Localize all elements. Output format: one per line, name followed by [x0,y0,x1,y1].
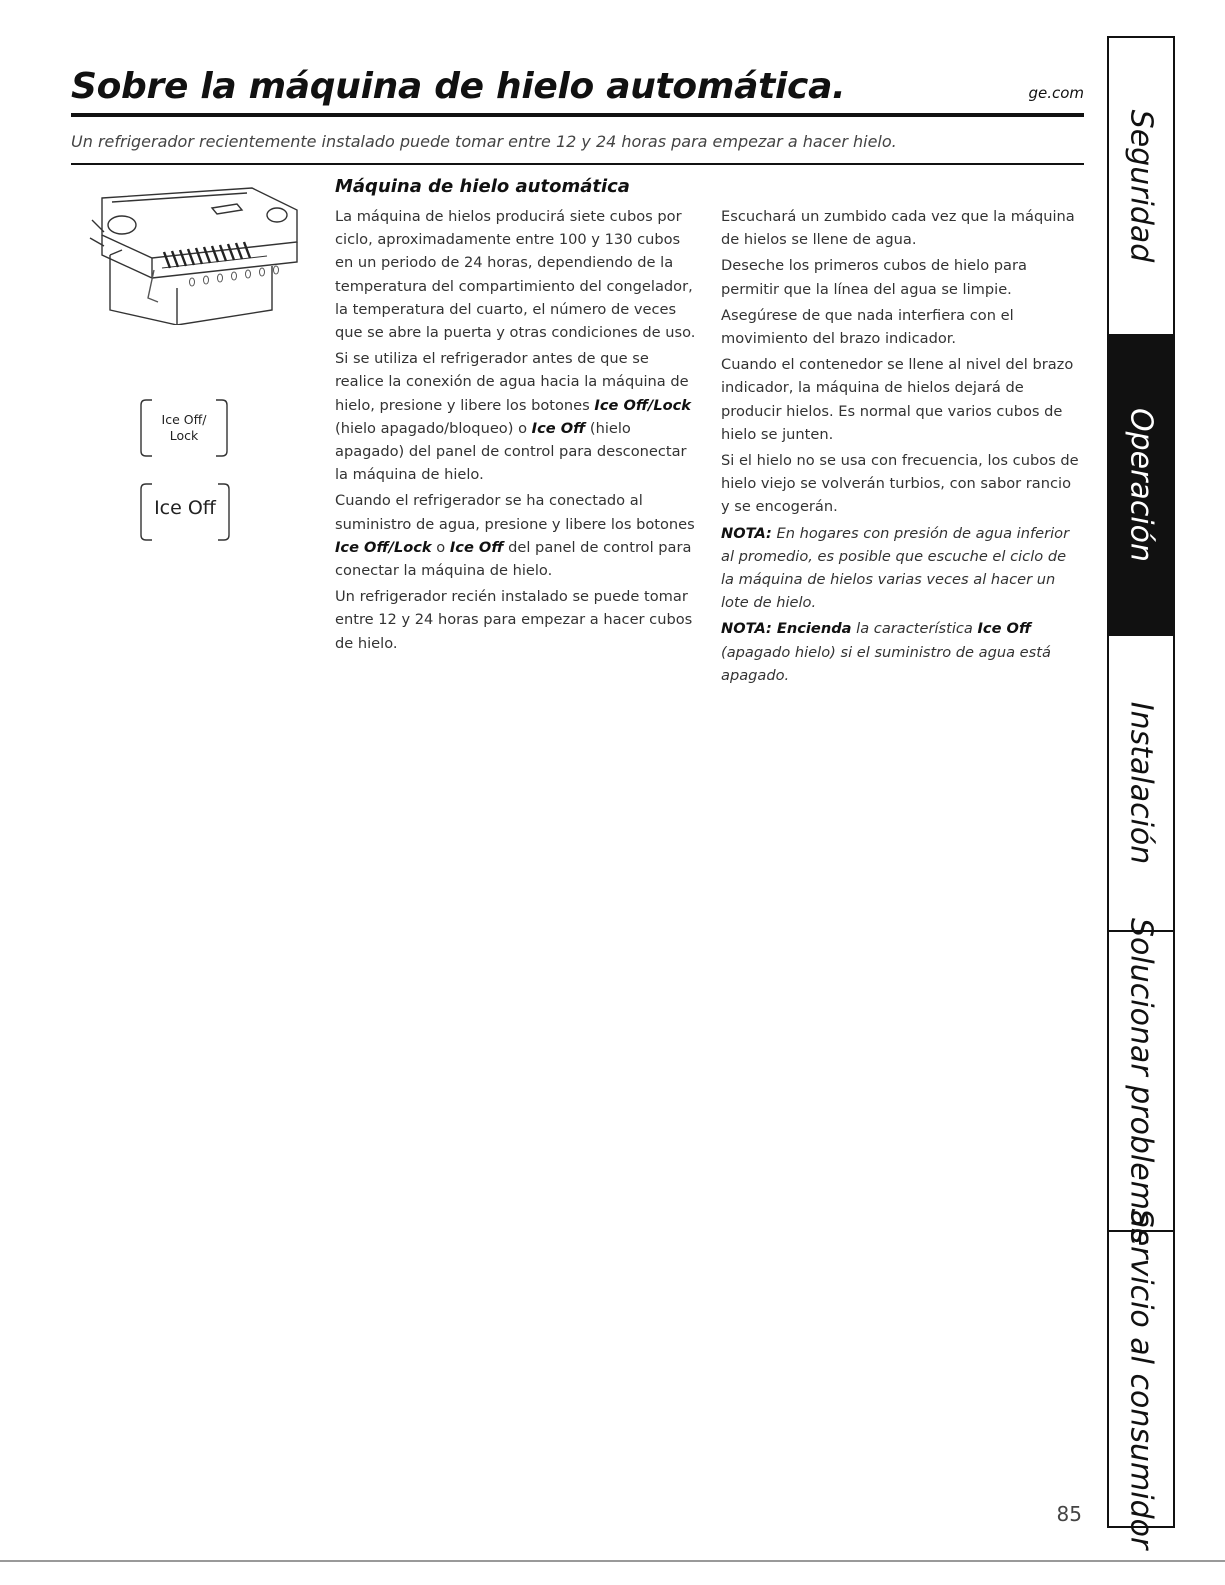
page-title: Sobre la máquina de hielo automática. [71,66,846,107]
column-right [721,205,1081,690]
note: NOTA: Encienda la característica Ice Off (apagado hielo) si el suministro de agua está apagado. [721,620,1051,684]
paragraph: Cuando el refrigerador se ha conectado al suministro de agua, presione y libere los botones Ice Off/Lock o Ice Off del panel de control para conectar la máquina de hielo. [335,492,695,580]
paragraph: Cuando el contenedor se llene al nivel del brazo indicador, la máquina de hielos dejará de producir hielos. Es normal que varios cubos de hielo se junten. [721,356,1074,443]
tab-instalacion[interactable]: Instalación [1109,636,1173,932]
page-number: 85 [1056,1502,1082,1526]
paragraph: Escuchará un zumbido cada vez que la máquina de hielos se llene de agua. [721,208,1075,249]
tab-operacion[interactable]: Operación [1109,336,1173,636]
subtitle-rule [71,163,1084,165]
bottom-rule [0,1560,1225,1562]
paragraph: Asegúrese de que nada interfiera con el movimiento del brazo indicador. [721,306,1014,348]
ice-off-lock-label-line-2: Lock [169,428,199,443]
section-tabs [1107,36,1175,1550]
paragraph: La máquina de hielos producirá siete cubos por ciclo, aproximadamente entre 100 y 130 cubos en un periodo de 24 horas, dependiendo de la temperatura del compartimiento del congelador, la temperatura del cuarto, el número de veces que se abre la puerta y otras condiciones de uso. [335,208,696,342]
ice-off-lock-label-line-1: Ice Off/ [161,412,207,427]
title-rule [71,113,1084,117]
page-subtitle: Un refrigerador recientemente instalado puede tomar entre 12 y 24 horas para empezar a hacer hielo. [71,132,897,151]
column-left [335,205,700,658]
note: NOTA: En hogares con presión de agua inferior al promedio, es posible que escuche el ciclo de la máquina de hielos varias veces al hacer un lote de hielo. [721,524,1070,612]
ice-off-lock-button-illustration [138,396,230,458]
tab-servicio-al-consumidor[interactable]: Servicio al consumidor [1123,1208,1159,1550]
tab-solucionar-problemas[interactable]: Solucionar problemas [1109,932,1173,1232]
site-url: ge.com [1028,84,1084,102]
paragraph: Si el hielo no se usa con frecuencia, los cubos de hielo viejo se volverán turbios, con sabor rancio y se encogerán. [721,452,1079,516]
paragraph: Deseche los primeros cubos de hielo para permitir que la línea del agua se limpie. [721,257,1027,298]
paragraph: Si se utiliza el refrigerador antes de que se realice la conexión de agua hacia la máquina de hielo, presione y libere los botones Ice Off/Lock (hielo apagado/bloqueo) o Ice Off (hielo apagado) del panel de control para desconectar la máquina de hielo. [335,350,692,484]
section-heading: Máquina de hielo automática [335,176,630,197]
ice-off-button-illustration [138,480,232,542]
tab-seguridad[interactable]: Seguridad [1109,38,1173,336]
paragraph: Un refrigerador recién instalado se puede tomar entre 12 y 24 horas para empezar a hacer cubos de hielo. [335,588,693,652]
ice-maker-illustration [82,180,302,325]
ice-off-label: Ice Off [154,497,216,519]
